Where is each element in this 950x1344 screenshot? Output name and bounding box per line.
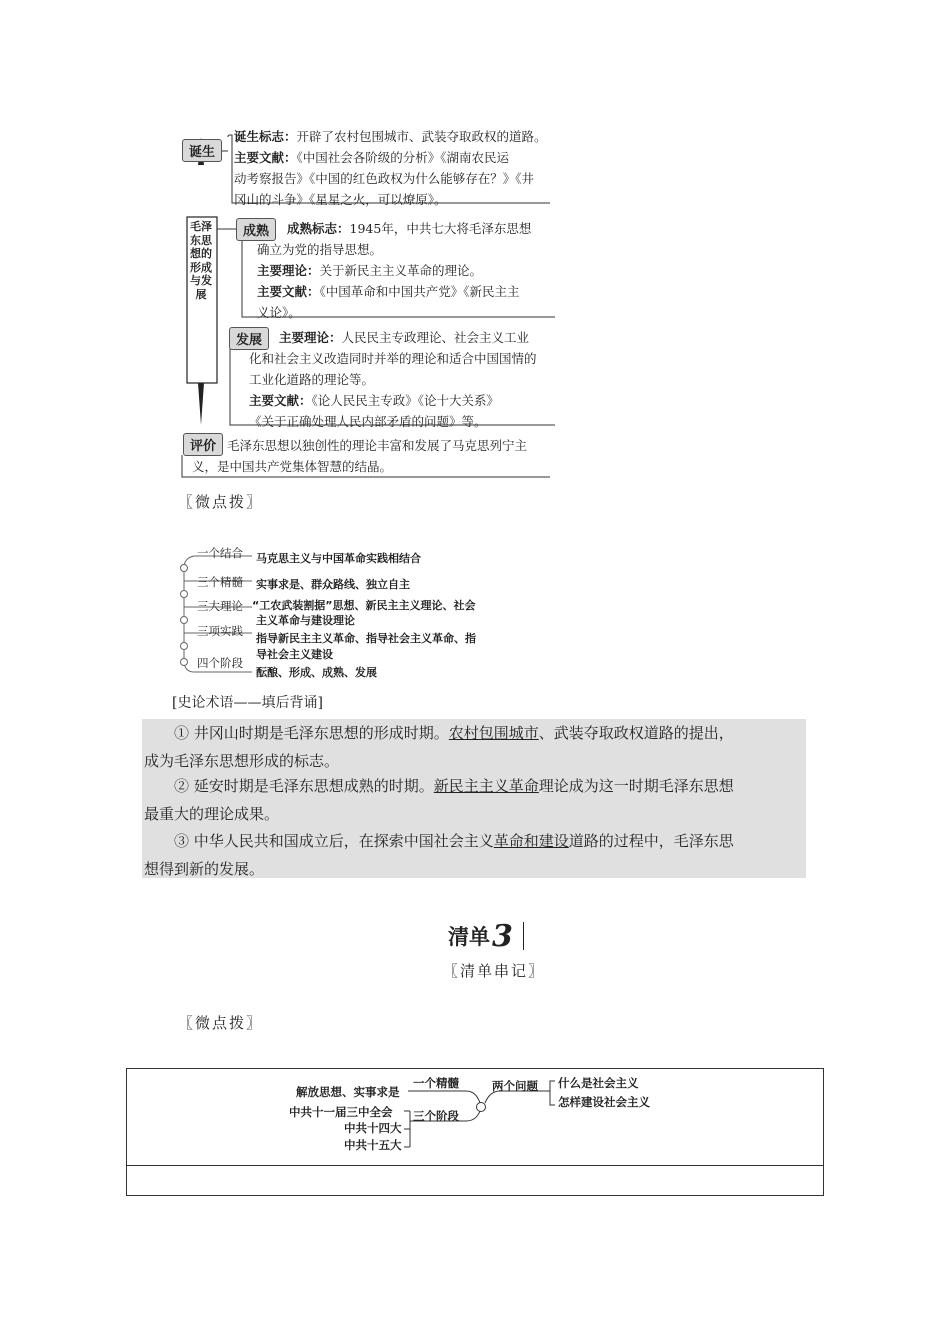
p1-a: ① 井冈山时期是毛泽东思想的形成时期。 bbox=[174, 724, 449, 742]
p3-b: 道路的过程中，毛泽东思 bbox=[568, 832, 734, 850]
text-one-combination: 马克思主义与中国革命实践相结合 bbox=[256, 552, 421, 565]
label-one-combination: 一个结合 bbox=[197, 546, 243, 560]
section3-number: 3 bbox=[492, 918, 513, 954]
section3-title-text: 清单 bbox=[448, 925, 490, 949]
p2-underline: 新民主主义革命 bbox=[433, 777, 539, 795]
section3-title bbox=[448, 918, 524, 954]
tag-mature: 成熟 bbox=[236, 218, 276, 241]
text-four-stages: 酝酿、形成、成熟、发展 bbox=[256, 666, 377, 679]
mature-docs-line2: 义论》。 bbox=[257, 305, 301, 320]
mature-sign-line2: 确立为党的指导思想。 bbox=[257, 242, 383, 257]
tag-birth: 诞生 bbox=[182, 139, 222, 162]
develop-docs-line1: 《论人民民主专政》《论十大关系》 bbox=[311, 393, 500, 408]
birth-docs-line1: 《中国社会各阶级的分析》《湖南农民运 bbox=[296, 150, 510, 165]
mature-theory-label: 主要理论： bbox=[257, 263, 320, 278]
mature-sign-label: 成熟标志： bbox=[287, 221, 350, 236]
weidianbo-heading-1: 〖微点拨〗 bbox=[178, 493, 264, 511]
birth-sign-text: 开辟了农村包围城市、武装夺取政权的道路。 bbox=[296, 129, 547, 144]
d3-mid-bottom: 三个阶段 bbox=[413, 1109, 459, 1123]
text-three-theories-cont: 主义革命与建设理论 bbox=[256, 614, 355, 627]
d3-left-3: 中共十五大 bbox=[344, 1138, 402, 1152]
develop-block bbox=[249, 327, 559, 432]
evaluate-line1: 毛泽东思想以独创性的理论丰富和发展了马克思列宁主 bbox=[227, 438, 528, 453]
tag-develop: 发展 bbox=[229, 327, 269, 350]
paragraph-2 bbox=[144, 772, 808, 828]
text-three-practices-cont: 导社会主义建设 bbox=[256, 648, 333, 661]
mature-theory-text: 关于新民主主义革命的理论。 bbox=[319, 263, 483, 278]
mature-docs-label: 主要文献： bbox=[257, 284, 320, 299]
tag-evaluate: 评价 bbox=[183, 433, 223, 456]
d3-right-label: 两个问题 bbox=[492, 1079, 538, 1093]
p2-a: ② 延安时期是毛泽东思想成熟的时期。 bbox=[174, 777, 434, 795]
d3-left-1: 中共十一届三中全会 bbox=[289, 1105, 393, 1119]
text-three-essence: 实事求是、群众路线、独立自主 bbox=[256, 578, 410, 591]
birth-sign-label: 诞生标志： bbox=[234, 129, 297, 144]
label-three-practices: 三项实践 bbox=[197, 624, 243, 638]
p3-underline: 革命和建设 bbox=[493, 832, 569, 850]
develop-docs-line2: 《关于正确处理人民内部矛盾的问题》等。 bbox=[249, 414, 487, 429]
develop-theory-line2: 化和社会主义改造同时并举的理论和适合中国国情的 bbox=[249, 351, 537, 366]
d3-mid-top: 一个精髓 bbox=[413, 1076, 459, 1090]
p1-b: 、武装夺取政权道路的提出， bbox=[538, 724, 734, 742]
birth-block bbox=[234, 126, 564, 210]
birth-docs-label: 主要文献： bbox=[234, 150, 297, 165]
p2-c: 最重大的理论成果。 bbox=[144, 805, 280, 823]
paragraph-3 bbox=[144, 827, 808, 883]
develop-docs-label: 主要文献： bbox=[249, 393, 312, 408]
d3-question-1: 什么是社会主义 bbox=[558, 1076, 639, 1090]
diagram3-divider bbox=[127, 1165, 823, 1166]
mature-sign-line1: 1945年，中共七大将毛泽东思想 bbox=[349, 221, 532, 236]
mature-docs-line1: 《中国革命和中国共产党》《新民主主 bbox=[319, 284, 520, 299]
p2-b: 理论成为这一时期毛泽东思想 bbox=[538, 777, 734, 795]
mindmap-center-title: 毛泽东思想的形成与发展 bbox=[190, 220, 212, 301]
p3-c: 想得到新的发展。 bbox=[144, 860, 265, 878]
develop-theory-label: 主要理论： bbox=[279, 330, 342, 345]
paragraph-1 bbox=[144, 719, 808, 775]
d3-question-2: 怎样建设社会主义 bbox=[558, 1095, 650, 1109]
p3-a: ③ 中华人民共和国成立后，在探索中国社会主义 bbox=[174, 832, 494, 850]
label-four-stages: 四个阶段 bbox=[197, 656, 243, 670]
d3-left-2: 中共十四大 bbox=[344, 1121, 402, 1135]
label-three-theories: 三大理论 bbox=[197, 599, 243, 613]
p1-underline: 农村包围城市 bbox=[448, 724, 539, 742]
birth-docs-line3: 冈山的斗争》《星星之火，可以燎原》。 bbox=[234, 192, 447, 207]
birth-docs-line2: 动考察报告》《中国的红色政权为什么能够存在？》《井 bbox=[234, 171, 535, 186]
p1-c: 成为毛泽东思想形成的标志。 bbox=[144, 752, 340, 770]
weidianbo-heading-2: 〖微点拨〗 bbox=[178, 1014, 264, 1032]
shilun-heading: [史论术语——填后背诵] bbox=[172, 695, 323, 711]
section3-divider bbox=[523, 922, 525, 950]
label-three-essence: 三个精髓 bbox=[197, 575, 243, 589]
d3-left-top: 解放思想、实事求是 bbox=[296, 1085, 400, 1099]
develop-theory-line1: 人民民主专政理论、社会主义工业 bbox=[341, 330, 530, 345]
section3-subtitle: 〖清单串记〗 bbox=[443, 962, 546, 980]
text-three-theories: “工农武装割据”思想、新民主主义理论、社会 bbox=[252, 599, 476, 612]
mature-block bbox=[257, 218, 557, 323]
evaluate-line2: 义，是中国共产党集体智慧的结晶。 bbox=[192, 459, 393, 474]
develop-theory-line3: 工业化道路的理论等。 bbox=[249, 372, 375, 387]
text-three-practices: 指导新民主主义革命、指导社会主义革命、指 bbox=[256, 632, 476, 645]
